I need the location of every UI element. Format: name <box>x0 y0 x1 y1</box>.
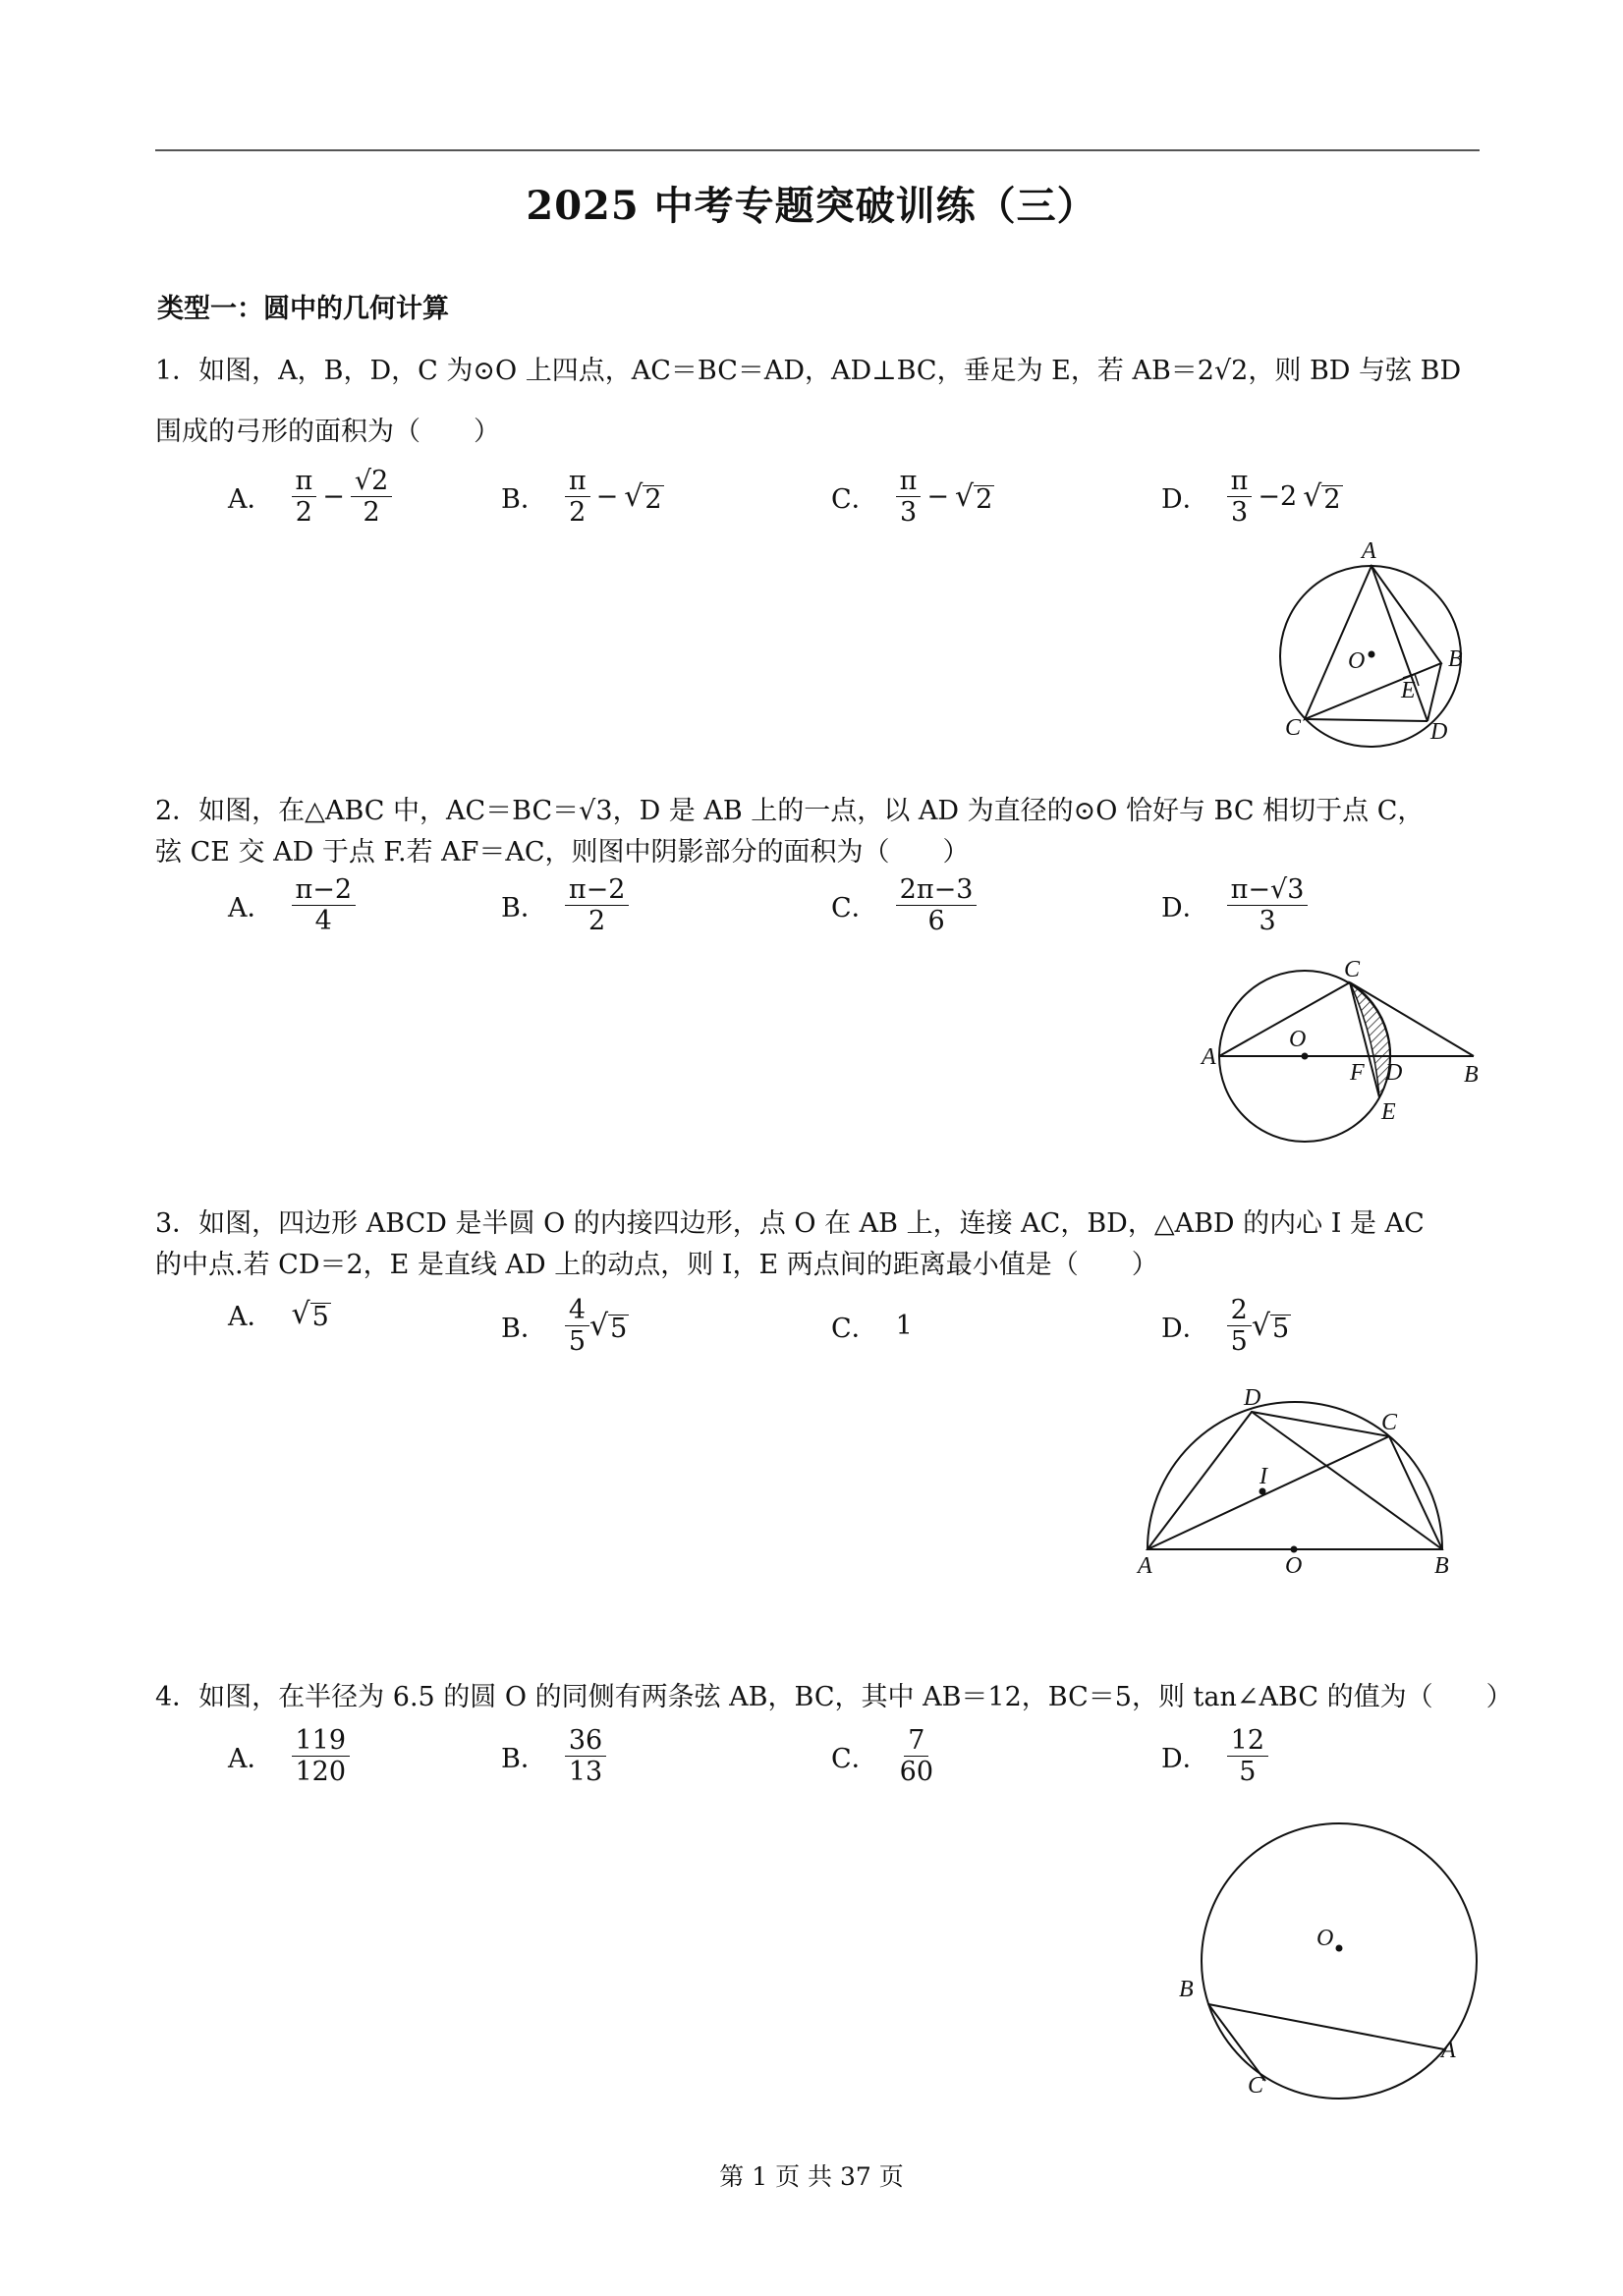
fraction <box>1227 466 1253 528</box>
label-a: A <box>1441 2038 1456 2063</box>
q3-text-line2: 的中点.若 CD＝2，E 是直线 AD 上的动点，则 I，E 两点间的距离最小值是（ ） <box>155 1250 1158 1280</box>
sqrt: √ 5 <box>1251 1309 1290 1344</box>
radicand: 2 <box>976 483 993 515</box>
fraction <box>292 1725 351 1787</box>
label-o: O <box>1348 648 1366 674</box>
option-label: D． <box>1161 1314 1209 1345</box>
page-footer: 第 1 页 共 37 页 <box>719 2162 904 2191</box>
numerator: π <box>565 466 590 497</box>
option-label: B． <box>501 1744 547 1775</box>
option-label: A． <box>228 484 274 516</box>
fraction <box>565 1725 606 1787</box>
label-e: E <box>1401 678 1416 703</box>
q3-option-a <box>228 1295 331 1333</box>
numerator: 119 <box>292 1725 351 1757</box>
center-point <box>1302 1053 1309 1060</box>
q1-option-c <box>831 466 994 528</box>
label-o: O <box>1289 1027 1307 1052</box>
fraction <box>1227 1725 1268 1787</box>
option-label: B． <box>501 484 547 516</box>
q2-text-line2: 弦 CE 交 AD 于点 F.若 AF＝AC，则图中阴影部分的面积为（ ） <box>155 837 970 868</box>
numerator: 7 <box>904 1725 928 1757</box>
q4-text-line1: 4．如图，在半径为 6.5 的圆 O 的同侧有两条弦 AB，BC，其中 AB＝12，BC＝5，则 tan∠ABC 的值为（ ） <box>155 1682 1513 1712</box>
label-a: A <box>1362 538 1376 564</box>
segment-cd <box>1305 719 1427 721</box>
section-heading: 类型一：圆中的几何计算 <box>157 294 449 324</box>
fraction <box>565 1295 589 1357</box>
numerator: π−2 <box>565 874 630 906</box>
label-c: C <box>1381 1410 1398 1435</box>
numerator: π−√3 <box>1227 874 1309 906</box>
semicircle <box>1147 1402 1442 1549</box>
option-label: D． <box>1161 893 1209 924</box>
header-rule <box>155 149 1480 151</box>
chord-ab <box>1208 2004 1444 2049</box>
operator: −2 <box>1258 481 1298 513</box>
sqrt: √ 2 <box>1303 479 1341 515</box>
label-d: D <box>1244 1385 1261 1411</box>
q3-figure <box>1128 1375 1472 1592</box>
segment-bd <box>1427 663 1441 721</box>
denominator: 5 <box>1239 1757 1257 1788</box>
page-title: 2025 中考专题突破训练（三） <box>526 183 1097 229</box>
q1-text-line2: 围成的弓形的面积为（ ） <box>155 417 500 447</box>
fraction <box>565 874 630 936</box>
label-c: C <box>1344 958 1361 982</box>
denominator: 2 <box>295 497 312 529</box>
option-label: C． <box>831 1744 878 1775</box>
q3-text-line1: 3．如图，四边形 ABCD 是半圆 O 的内接四边形，点 O 在 AB 上，连接 AC，BD，△ABD 的内心 I 是 AC <box>155 1208 1425 1239</box>
radicand: 2 <box>644 483 662 515</box>
q1-option-b <box>501 466 664 528</box>
fraction <box>896 1725 937 1787</box>
center-point <box>1336 1945 1343 1952</box>
fraction <box>1227 1295 1252 1357</box>
q2-option-d <box>1161 874 1308 936</box>
fraction <box>896 874 978 936</box>
numerator: π−2 <box>292 874 357 906</box>
numerator: π <box>1227 466 1253 497</box>
option-label: B． <box>501 1314 547 1345</box>
segment-ac <box>1219 982 1350 1056</box>
q4-figure <box>1171 1816 1495 2110</box>
numerator: 2 <box>1227 1295 1252 1326</box>
label-b: B <box>1179 1977 1194 2002</box>
denominator: 2 <box>569 497 587 529</box>
sqrt: √ 5 <box>589 1309 628 1344</box>
q1-text-line1: 1．如图，A，B，D，C 为⊙O 上四点，AC＝BC＝AD，AD⊥BC，垂足为 E，若 AB＝2√2，则 BD 与弦 BD <box>155 356 1462 386</box>
label-d: D <box>1430 719 1448 745</box>
denominator: 2 <box>363 497 380 529</box>
label-o: O <box>1285 1553 1303 1579</box>
option-label: D． <box>1161 484 1209 516</box>
option-label: A． <box>228 1302 274 1332</box>
sqrt: √ 5 <box>291 1297 329 1332</box>
operator: − <box>595 481 619 513</box>
q2-option-b <box>501 874 629 936</box>
denominator: 13 <box>568 1757 603 1788</box>
q2-option-a <box>228 874 356 936</box>
operator: − <box>926 481 950 513</box>
option-label: C． <box>831 1314 878 1344</box>
q4-option-a <box>228 1725 350 1787</box>
operator: − <box>322 481 345 513</box>
denominator: 3 <box>899 497 918 529</box>
segment-ad <box>1371 566 1427 721</box>
denominator: 3 <box>1259 906 1276 937</box>
q3-option-c <box>831 1307 913 1345</box>
numerator: 12 <box>1227 1725 1268 1757</box>
q2-figure <box>1197 958 1491 1154</box>
fraction <box>292 466 317 528</box>
numerator: √2 <box>351 466 392 497</box>
label-f: F <box>1350 1060 1365 1086</box>
label-e: E <box>1381 1099 1396 1125</box>
sqrt: √ 2 <box>624 479 662 515</box>
option-label: C． <box>831 893 878 924</box>
circle <box>1202 1823 1477 2099</box>
denominator: 60 <box>899 1757 934 1788</box>
q1-figure <box>1267 538 1493 755</box>
label-o: O <box>1316 1926 1334 1951</box>
radicand: 5 <box>610 1313 628 1344</box>
triangle-abc <box>1305 566 1441 719</box>
numerator: 2π−3 <box>896 874 978 906</box>
denominator: 3 <box>1230 497 1249 529</box>
fraction <box>565 466 590 528</box>
option-label: A． <box>228 893 274 924</box>
fraction <box>1227 874 1309 936</box>
sqrt: √ 2 <box>955 479 993 515</box>
segment-bd <box>1252 1412 1442 1549</box>
numerator: 4 <box>565 1295 589 1326</box>
option-value: 1 <box>895 1311 913 1341</box>
label-d: D <box>1385 1060 1403 1086</box>
q4-option-d <box>1161 1725 1268 1787</box>
denominator: 120 <box>295 1757 347 1788</box>
label-b: B <box>1464 1062 1479 1088</box>
q2-option-c <box>831 874 977 936</box>
center-point <box>1369 651 1375 658</box>
label-b: B <box>1434 1553 1449 1579</box>
q3-option-b <box>501 1295 629 1357</box>
label-c: C <box>1248 2073 1264 2099</box>
option-label: B． <box>501 893 547 924</box>
numerator: π <box>896 466 922 497</box>
denominator: 2 <box>588 906 606 937</box>
q3-option-d <box>1161 1295 1291 1357</box>
denominator: 5 <box>1230 1326 1248 1358</box>
option-label: D． <box>1161 1744 1209 1775</box>
option-label: C． <box>831 484 878 516</box>
fraction <box>896 466 922 528</box>
label-c: C <box>1285 715 1302 741</box>
label-a: A <box>1138 1553 1152 1579</box>
option-label: A． <box>228 1744 274 1775</box>
radicand: 5 <box>1271 1313 1290 1344</box>
denominator: 4 <box>314 906 332 937</box>
denominator: 5 <box>568 1326 587 1358</box>
numerator: 36 <box>565 1725 606 1757</box>
numerator: π <box>292 466 317 497</box>
fraction <box>292 874 357 936</box>
label-b: B <box>1448 646 1463 672</box>
fraction <box>351 466 392 528</box>
radicand: 2 <box>1323 483 1341 515</box>
radicand: 5 <box>311 1301 329 1332</box>
chord-bc <box>1208 2004 1265 2081</box>
label-i: I <box>1259 1464 1267 1489</box>
q1-option-d <box>1161 466 1343 528</box>
denominator: 6 <box>927 906 945 937</box>
q4-option-c <box>831 1725 937 1787</box>
q2-text-line1: 2．如图，在△ABC 中，AC＝BC＝√3，D 是 AB 上的一点，以 AD 为直径的⊙O 恰好与 BC 相切于点 C， <box>155 796 1425 826</box>
q4-option-b <box>501 1725 606 1787</box>
center-point <box>1291 1546 1298 1553</box>
q1-option-a <box>228 466 392 528</box>
label-a: A <box>1202 1044 1216 1070</box>
